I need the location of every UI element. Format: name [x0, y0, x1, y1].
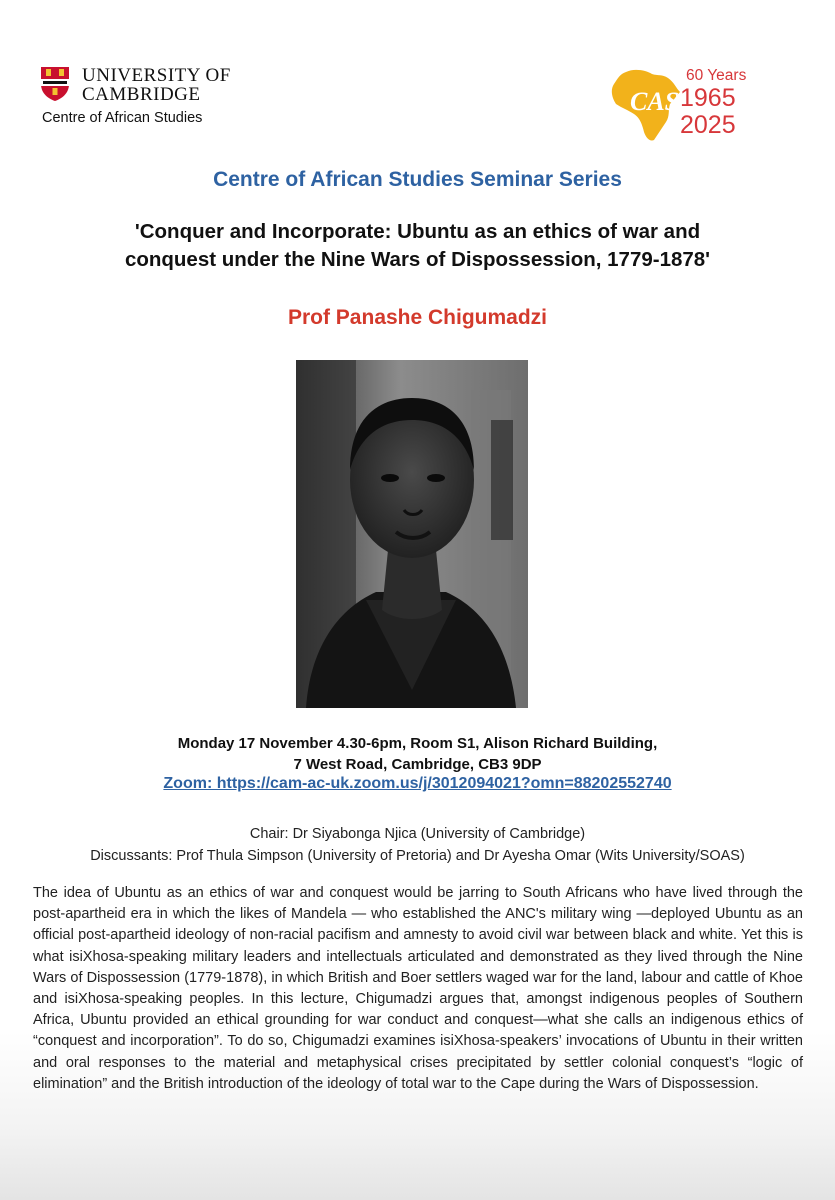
chair-line: Chair: Dr Siyabonga Njica (University of Cambridge) [249, 826, 586, 842]
abstract-text: The idea of Ubuntu as an ethics of war and conquest would be jarring to South Africans who have lived through the post-apartheid era in which the likes of Mandela — who established the ANC's military wing —deployed Ubuntu as an official post-apartheid ideology of non-racial pacifism and amnesty to avoid civil war between black and white. Yet this is what isiXhosa-speaking military leaders and intellectuals articulated and demonstrated as they lived through the Nine Wars of Dispossession (1779-1878), in which British and Boer settlers waged war for the land, labour and cattle of Khoe and isiXhosa-speaking peoples. In this lecture, Chigumadzi argues that, amongst indigenous peoples of Southern Africa, Ubuntu provided an ethical grounding for war conduct and conquest—what she calls an indigenous ethics of “conquest and incorporation”. To do so, Chigumadzi examines isiXhosa-speakers’ invocations of Ubuntu in their written and oral responses to the material and metaphysical crises precipitated by settler colonial conquest’s “logic of elimination” and the British introduction of the ideology of total war to the Cape during the Wars of Dispossession. [33, 885, 803, 1092]
cambridge-crest-icon [40, 66, 70, 102]
university-name-line1: UNIVERSITY OF [82, 65, 231, 86]
anniversary-end-year: 2025 [680, 110, 736, 139]
seminar-series-title: Centre of African Studies Seminar Series [213, 168, 622, 191]
event-people [0, 823, 835, 867]
university-name [82, 66, 231, 104]
event-date-location: Monday 17 November 4.30-6pm, Room S1, Alison Richard Building, [177, 735, 658, 752]
event-details [0, 733, 835, 775]
department-name: Centre of African Studies [42, 110, 203, 126]
anniversary-label: 60 Years [686, 67, 747, 84]
discussants-line: Discussants: Prof Thula Simpson (University of Pretoria) and Dr Ayesha Omar (Wits University/SOAS) [90, 848, 745, 864]
speaker-portrait [296, 360, 528, 708]
logo-letters: CAS [630, 87, 680, 116]
cambridge-logo [40, 66, 260, 130]
africa-map-icon [608, 66, 690, 146]
speaker-name: Prof Panashe Chigumadzi [287, 306, 548, 329]
university-name-line2: CAMBRIDGE [82, 84, 201, 105]
anniversary-logo [608, 66, 768, 146]
portrait-photo [296, 360, 528, 708]
talk-title: 'Conquer and Incorporate: Ubuntu as an ethics of war and conquest under the Nine Wars of Dispossession, 1779-1878' [124, 220, 711, 271]
anniversary-start-year: 1965 [680, 83, 736, 112]
event-address: 7 West Road, Cambridge, CB3 9DP [293, 756, 542, 773]
zoom-link[interactable]: Zoom: https://cam-ac-uk.zoom.us/j/3012094021?omn=88202552740 [163, 775, 672, 792]
